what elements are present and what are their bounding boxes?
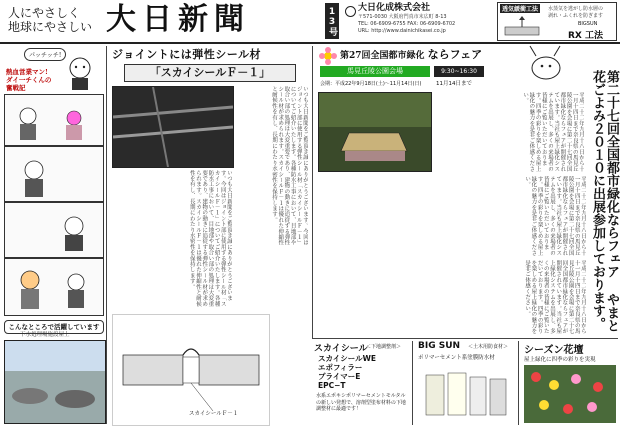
season-title: シーズン花壇: [524, 345, 584, 356]
article1-body-b: いつも大日新聞をご覧頂き誠にありがとうございます。今回はジョイント部に使用する弾性シール材「スカイシールＦ－１」についてご紹介いたします。各種防水工事において、目地部や取合い部の処理は大変重要であり、建物の動きに追従する弾性シール材が求められます。スカイシールＦ－１は優れた伸縮性と耐候性を有し、長期にわたり水密性を保持します。: [188, 170, 232, 307]
bigsun-desc: ポリマーセメント系塗膜防水材: [418, 355, 495, 361]
manga-title-1: 熱血営業マン!: [6, 68, 48, 76]
joint-diagram: [112, 314, 270, 426]
event-dates: 会期：平成22年9月18日(土)～11月14日(日): [320, 81, 422, 87]
big-headline-line2: やまと花ごよみ２０１０に出展参加しております。: [590, 70, 619, 332]
skyseal-desc: 水系エポキシポリマーセメントモルタルの新しい発想で、溶剤型塗布材料の下地調整材に最適です！: [316, 393, 406, 412]
big-headline: [588, 70, 618, 338]
masthead: [0, 0, 620, 42]
event-hours: 9:30~16:30: [434, 66, 484, 77]
article2-body-b: 平成二十二年九月十八日から十一月十四日まで奈良県の馬見丘陵公園を会場に第二十七回全国都市緑化ならフェアが開催されています。当社も屋上緑化システムを出展し、多くの来場者の皆様にご覧いただいております。四季の彩りを楽しめる屋上緑化の魅力を是非ご体感ください。: [524, 176, 586, 256]
company-address: 〒571-0030 大阪府門真市末広町 8-13: [358, 14, 447, 20]
products-divider-2: [518, 341, 519, 425]
sealant-photo: [112, 86, 234, 168]
skyseal-items: [318, 354, 376, 390]
bigsun-title: BIG SUN: [418, 341, 461, 351]
manga-caption: こんなところで活躍しています: [4, 320, 104, 334]
event-venue: 馬見丘陵公園会場: [320, 66, 430, 77]
manga-bubble: パッチッチ!: [24, 48, 66, 61]
rx-method-desc-2: 剥れ・ふくれを防ぎます: [548, 13, 604, 19]
season-desc: 屋上緑化に四季の彩りを実現: [524, 357, 596, 363]
rx-method-desc-1: 水蒸気を逃がし防水層の: [548, 6, 604, 12]
big-headline-line1: 第二十七回全国都市緑化ならフェア: [604, 70, 619, 278]
products-divider-1: [412, 341, 413, 425]
col-rule-2: [312, 46, 313, 338]
slogan-line-2: 地球にやさしい: [8, 20, 93, 34]
bigsun-sub: ＜土木用防食材＞: [468, 344, 509, 350]
event-title-main: 第27回全国都市緑化: [340, 51, 425, 61]
rx-method-name: RX 工法: [568, 31, 604, 41]
slogan-line-1: 人にやさしく: [8, 6, 81, 20]
rooftop-caption: 下水処理場施設屋上: [20, 332, 70, 338]
flower-icon: [318, 46, 338, 66]
article2-body-c: 平成二十二年九月十八日から十一月十四日まで奈良県の馬見丘陵公園を会場に第二十七回全国都市緑化ならフェアが開催されています。当社も屋上緑化システムを出展し、多くの来場者の皆様にご覧いただいております。四季の彩りを楽しめる屋上緑化の魅力を是非ご体感ください。: [524, 260, 586, 335]
newspaper-title: 大日新聞: [106, 2, 250, 37]
issue-number: 13号: [325, 3, 339, 39]
company-url[interactable]: URL: http://www.dainichikasei.co.jp: [358, 28, 446, 34]
event-title: [340, 46, 510, 62]
skyseal-item-2: エポフィラー: [318, 363, 363, 372]
company-phone: TEL: 06-6909-6755 FAX: 06-6909-6702: [358, 21, 456, 27]
skyseal-ad: [314, 341, 410, 425]
event-period: 11月14日まで: [436, 81, 472, 87]
company-name: 大日化成株式会社: [358, 3, 431, 13]
rx-method-label: 透気緩衝工法: [502, 6, 539, 13]
season-garden-photo: [524, 365, 616, 423]
slogan: [8, 6, 92, 34]
rx-method-ad: [497, 2, 617, 41]
skyseal-sub: ＜下地調整剤＞: [366, 344, 402, 350]
manga-column: [4, 46, 104, 336]
company-info: [358, 3, 486, 35]
skyseal-item-1: スカイシールWE: [318, 354, 377, 363]
manga-title-2: ダイ一チくんの奮戦記: [6, 76, 52, 92]
article1-product: 「スカイシールＦ－１」: [124, 64, 296, 82]
event-title-name: ならフェア: [427, 48, 483, 61]
bigsun-products-icon: [422, 365, 512, 421]
article1-headline: ジョイントには弾性シール材: [112, 48, 262, 61]
skyseal-item-3: プライマーE: [318, 372, 361, 381]
diagram-label: スカイシールＦ－１: [189, 411, 239, 417]
rx-method-diagram-icon: [504, 15, 540, 37]
bigsun-ad: [416, 341, 516, 425]
skyseal-title: スカイシール: [314, 344, 368, 354]
mascot-icon: [60, 52, 100, 92]
col-rule-1: [106, 46, 107, 424]
rx-method-brand: BIGSUN: [578, 21, 598, 27]
season-garden-ad: [522, 341, 618, 425]
article2-body-a: 平成二十二年九月十八日から十一月十四日まで奈良県の馬見丘陵公園を会場に第二十七回全国都市緑化ならフェアが開催されています。当社も屋上緑化システムを出展し、多くの来場者の皆様にご覧いただいております。四季の彩りを楽しめる屋上緑化の魅力を是非ご体感ください。: [522, 92, 584, 172]
deer-mascot-icon: [522, 44, 568, 84]
manga-figures-icon: [4, 94, 102, 314]
company-logo-icon: [345, 6, 356, 17]
fair-exhibit-photo: [318, 92, 432, 172]
manga-title: [6, 68, 56, 92]
products-rule: [312, 338, 618, 339]
article1-body-a: いつも大日新聞をご覧頂き誠にありがとうございます。今回はジョイント部に使用する弾性シール材「スカイシールＦ－１」についてご紹介いたします。各種防水工事において、目地部や取合い部の処理は大変重要であり、建物の動きに追従する弾性シール材が求められます。スカイシールＦ－１は優れた伸縮性と耐候性を有し、長期にわたり水密性を保持します。: [270, 86, 308, 246]
rooftop-photo: [4, 340, 106, 424]
skyseal-item-4: EPC−T: [318, 381, 346, 390]
